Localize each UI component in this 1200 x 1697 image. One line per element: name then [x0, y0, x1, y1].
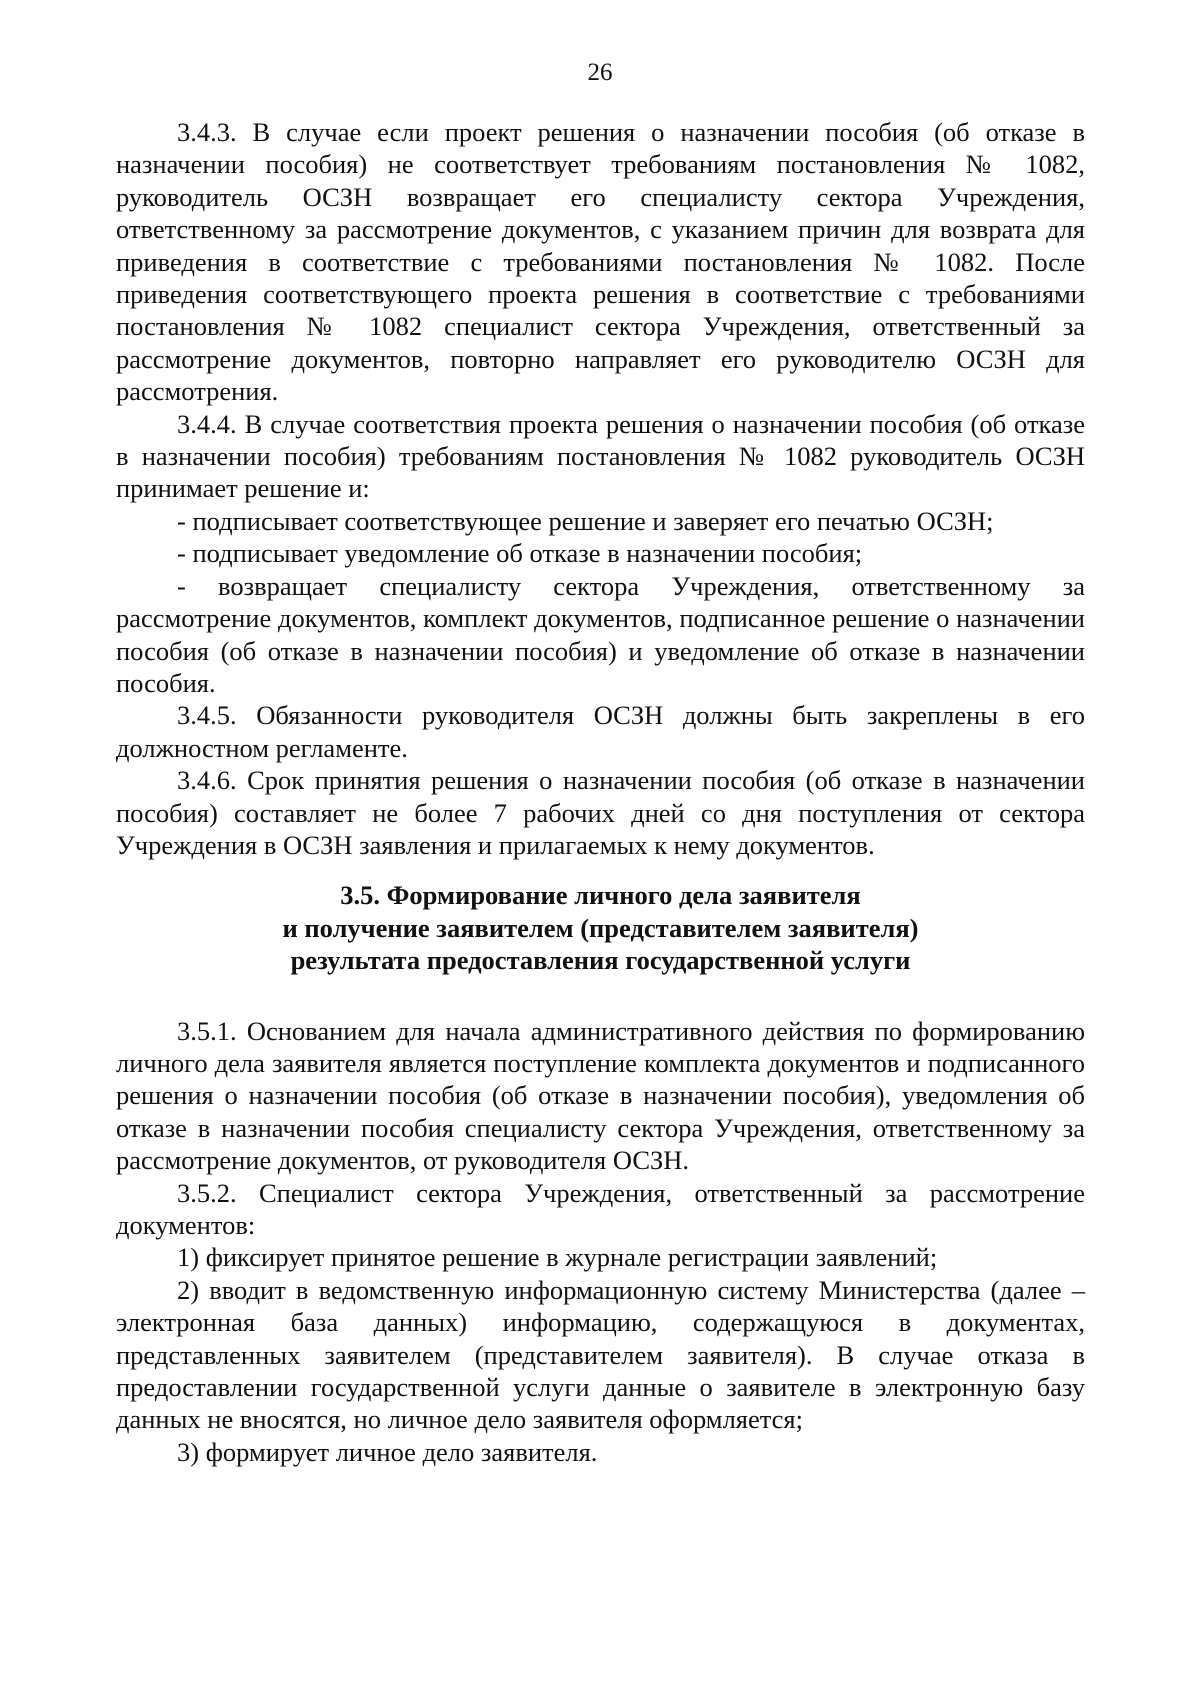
page-number: 26 [587, 59, 613, 86]
list-item-sign-decision: - подписывает соответствующее решение и заверяет его печатью ОСЗН; [177, 505, 994, 536]
section-heading-line-2: и получение заявителем (представителем заявителя) [282, 912, 919, 943]
list-item-form-file: 3) формирует личное дело заявителя. [177, 1436, 598, 1467]
list-item-sign-notice: - подписывает уведомление об отказе в назначении пособия; [177, 538, 863, 569]
paragraph-3-4-6: 3.4.6. Срок принятия решения о назначении пособия (об отказе в назначении пособия) составляет не более 7 рабочих дней со дня поступления от сектора Учреждения в ОСЗН заявления и прилагаемых к нему документов. [116, 765, 1085, 860]
paragraph-3-4-3: 3.4.3. В случае если проект решения о назначении пособия (об отказе в назначении пособия) не соответствует требованиям постановления № 1082, руководитель ОСЗН возвращает его специалисту сектора Учреждения, ответственному за рассмотрение документов, с указанием причин для возврата для приведения в соответствие с требованиями постановления № 1082. После приведения соответствующего проекта решения в соответствие с требованиями постановления № 1082 специалист сектора Учреждения, ответственный за рассмотрение документов, повторно направляет его руководителю ОСЗН для рассмотрения. [116, 117, 1085, 407]
section-heading-3-5 [116, 879, 1085, 976]
paragraph-3-4-4: 3.4.4. В случае соответствия проекта решения о назначении пособия (об отказе в назначении пособия) требованиям постановления № 1082 руководитель ОСЗН принимает решение и: [116, 408, 1085, 504]
list-item-enter-database: 2) вводит в ведомственную информационную систему Министерства (далее – электронная база данных) информацию, содержащуюся в документах, представленных заявителем (представителем заявителя). В случае отказа в предоставлении государственной услуги данные о заявителе в электронную базу данных не вносятся, но личное дело заявителя оформляется; [116, 1274, 1085, 1435]
document-body [116, 116, 1085, 1468]
paragraph-3-5-2: 3.5.2. Специалист сектора Учреждения, ответственный за рассмотрение документов: [116, 1177, 1085, 1240]
list-item-return-documents: - возвращает специалисту сектора Учреждения, ответственному за рассмотрение документов, комплект документов, подписанное решение о назначении пособия (об отказе в назначении пособия) и уведомление об отказе в назначении пособия. [116, 570, 1085, 698]
section-heading-line-1: 3.5. Формирование личного дела заявителя [340, 880, 861, 911]
list-item-register-decision: 1) фиксирует принятое решение в журнале регистрации заявлений; [177, 1242, 938, 1273]
paragraph-3-5-1: 3.5.1. Основанием для начала административного действия по формированию личного дела заявителя является поступление комплекта документов и подписанного решения о назначении пособия (об отказе в назначении пособия), уведомления об отказе в назначении пособия специалисту сектора Учреждения, ответственному за рассмотрение документов, от руководителя ОСЗН. [116, 1015, 1085, 1176]
paragraph-3-4-5: 3.4.5. Обязанности руководителя ОСЗН должны быть закреплены в его должностном регламенте. [116, 700, 1085, 763]
section-heading-line-3: результата предоставления государственной услуги [290, 945, 911, 976]
